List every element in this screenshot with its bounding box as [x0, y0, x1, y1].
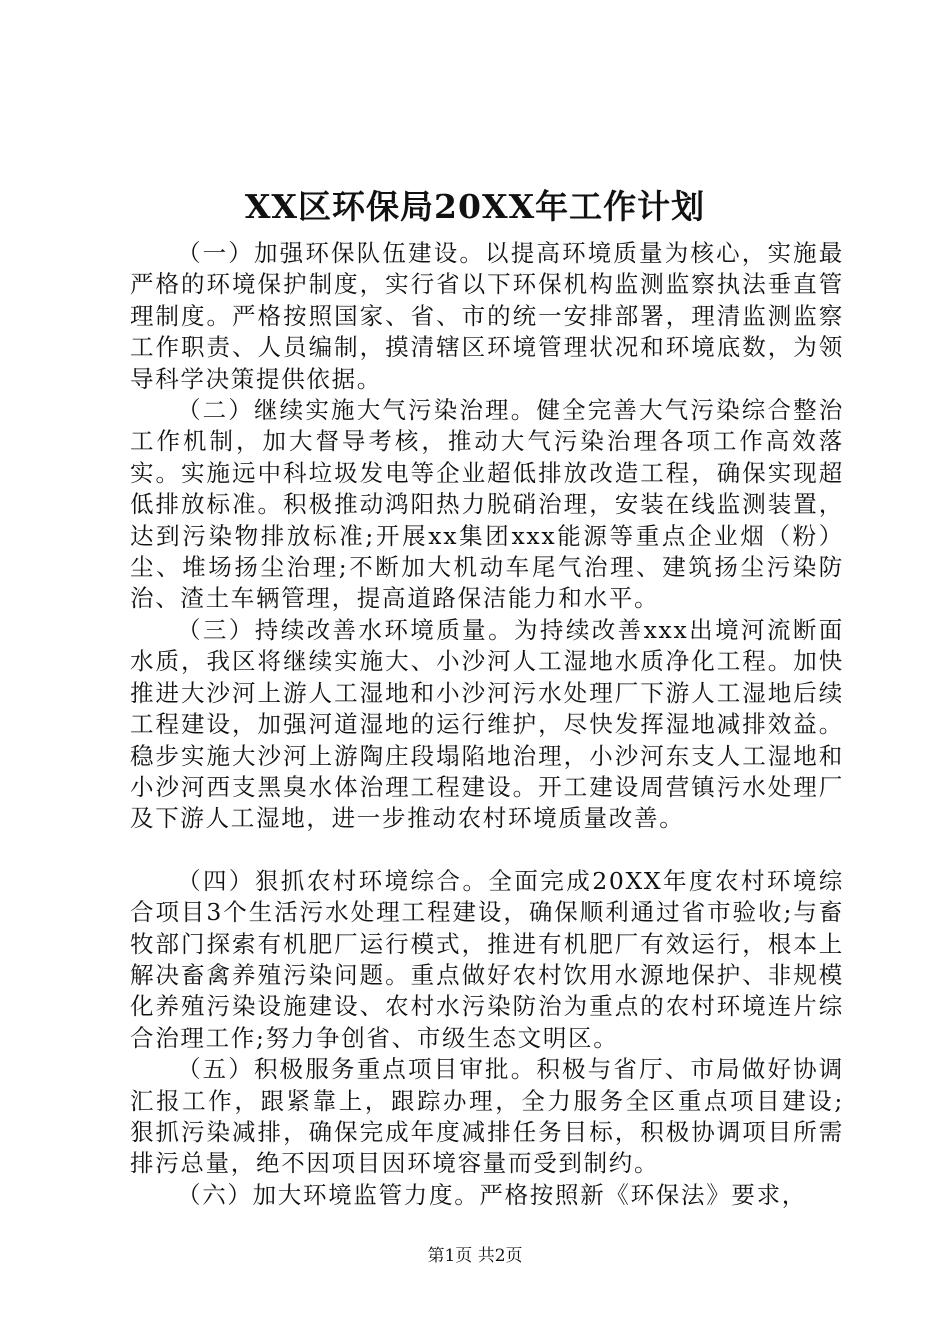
paragraph-3: （三）持续改善水环境质量。为持续改善xxx出境河流断面水质，我区将继续实施大、小沙河人工湿地水质净化工程。加快推进大沙河上游人工湿地和小沙河污水处理厂下游人工湿地后续工程建设，加强河道湿地的运行维护，尽快发挥湿地减排效益。稳步实施大沙河上游陶庄段塌陷地治理，小沙河东支人工湿地和小沙河西支黑臭水体治理工程建设。开工建设周营镇污水处理厂及下游人工湿地，进一步推动农村环境质量改善。 — [130, 615, 844, 833]
paragraph-6: （六）加大环境监管力度。严格按照新《环保法》要求， — [177, 1180, 807, 1209]
paragraph-2: （二）继续实施大气污染治理。健全完善大气污染综合整治工作机制，加大督导考核，推动大气污染治理各项工作高效落实。实施远中科垃圾发电等企业超低排放改造工程，确保实现超低排放标准。积极推动鸿阳热力脱硝治理，安装在线监测装置，达到污染物排放标准;开展xx集团xxx能源等重点企业烟（粉）尘、堆场扬尘治理;不断加大机动车尾气治理、建筑扬尘污染防治、渣土车辆管理，提高道路保洁能力和水平。 — [130, 396, 844, 613]
paragraph-4: （四）狠抓农村环境综合。全面完成20XX年度农村环境综合项目3个生活污水处理工程建设，确保顺利通过省市验收;与畜牧部门探索有机肥厂运行模式，推进有机肥厂有效运行，根本上解决畜禽养殖污染问题。重点做好农村饮用水源地保护、非规模化养殖污染设施建设、农村水污染防治为重点的农村环境连片综合治理工作;努力争创省、市级生态文明区。 — [130, 866, 844, 1052]
paragraph-1: （一）加强环保队伍建设。以提高环境质量为核心，实施最严格的环境保护制度，实行省以下环保机构监测监察执法垂直管理制度。严格按照国家、省、市的统一安排部署，理清监测监察工作职责、人员编制，摸清辖区环境管理状况和环境底数，为领导科学决策提供依据。 — [130, 239, 844, 393]
document-body — [130, 238, 844, 1211]
paragraph-5: （五）积极服务重点项目审批。积极与省厅、市局做好协调汇报工作，跟紧靠上，跟踪办理，全力服务全区重点项目建设;狠抓污染减排，确保完成年度减排任务目标，积极协调项目所需排污总量，绝不因项目因环境容量而受到制约。 — [130, 1055, 844, 1178]
page-footer: 第1页 共2页 — [427, 1246, 523, 1266]
document-title: XX区环保局20XX年工作计划 — [244, 187, 706, 226]
